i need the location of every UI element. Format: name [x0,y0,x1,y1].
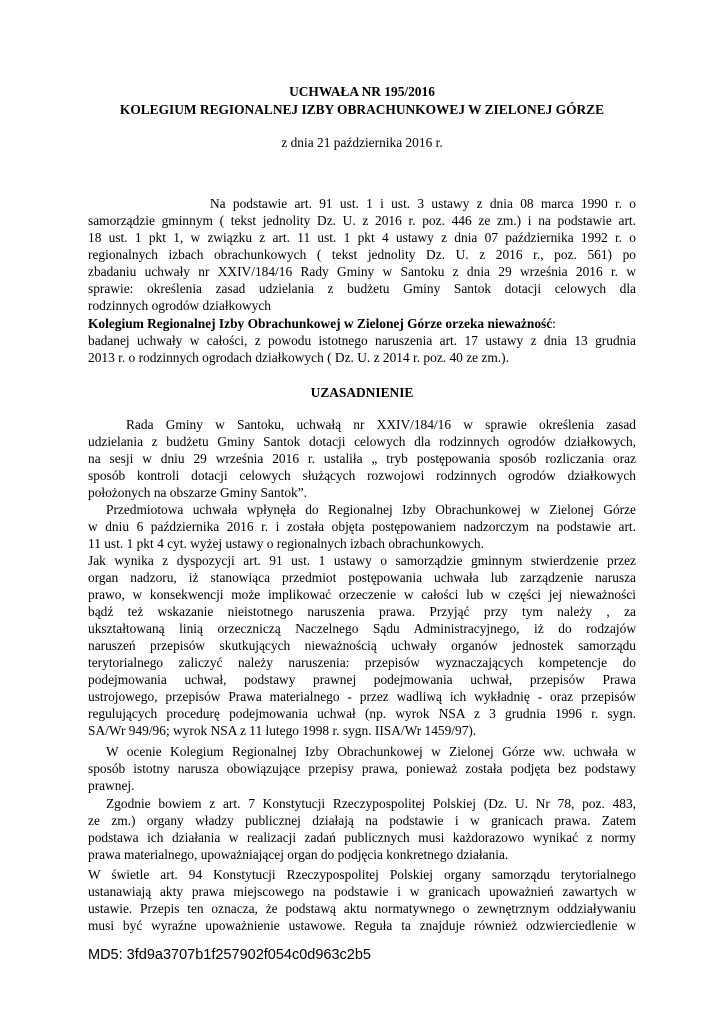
text-line: Rada Gminy w Santoku, uchwałą nr XXIV/184/16 w sprawie określenia zasad [126,417,636,432]
resolution-date: z dnia 21 października 2016 r. [281,135,443,150]
text-line: podejmowania uchwał, podstawy prawnej podejmowania uchwał, przepisów Prawa [88,672,636,687]
text-line: udzielania z budżetu Gminy Santok dotacji celowych dla rodzinnych ogrodów działkowych, [88,434,636,449]
text-line: ustawie. Przepis ten oznacza, że podstawą aktu normatywnego o zewnętrznym oddziaływaniu [88,901,636,916]
text-line: naruszeń przepisów skutkujących nieważnością uchwały organów jednostek samorządu [88,638,636,653]
text-line: ukształtowaną linią orzeczniczą Naczelnego Sądu Administracyjnego, iż do rodzajów [88,621,636,636]
text-line: prawo, w konsekwencji może implikować orzeczenie w całości lub w części jej nieważności [88,587,636,602]
text-line: Przedmiotowa uchwała wpłynęła do Regionalnej Izby Obrachunkowej w Zielonej Górze [106,502,636,517]
resolution-number: UCHWAŁA NR 195/2016 [289,84,435,99]
text-line: terytorialnego zaliczyć należy naruszenia: przepisów wyznaczających kompetencje do [88,655,636,670]
text-line: regulujących procedurę podejmowania uchwał (np. wyrok NSA z 3 grudnia 1996 r. sygn. [88,706,636,721]
text-line: na sesji w dniu 29 września 2016 r. ustaliła „ tryb postępowania sposób rozliczania oraz [88,451,636,466]
text-line: sposób kontroli dotacji celowych służących rozwojowi rodzinnych ogrodów działkowych [88,468,636,483]
text-line: regionalnych izbach obrachunkowych ( tekst jednolity Dz. U. z 2016 r., poz. 561) po [88,247,636,262]
text-line: organ nadzoru, iż stanowiąca przedmiot postępowania uchwała lub zarządzenie narusza [88,570,636,585]
justification-title: UZASADNIENIE [310,385,414,400]
text-line: rodzinnych ogrodów działkowych [88,298,271,313]
text-line: W ocenie Kolegium Regionalnej Izby Obrachunkowej w Zielonej Górze ww. uchwała w [106,744,636,759]
text-line: położonych na obszarze Gminy Santok”. [88,485,308,500]
text-line [88,315,636,332]
text-line: SA/Wr 949/96; wyrok NSA z 11 lutego 1998 r. sygn. IISA/Wr 1459/97). [88,723,477,738]
text-line: podstawa ich działania w realizacji zadań publicznych musi każdorazowo wynikać z normy [88,830,636,845]
verdict-colon: : [552,316,556,331]
text-line: musi być wyraźne upoważnienie ustawowe. Reguła ta znajduje również odzwierciedlenie w [88,918,636,933]
text-line: prawa materialnego, upoważniającej organ do podjęcia konkretnego działania. [88,847,509,862]
text-line: ustrojowego, przepisów Prawa materialnego - przez wadliwą ich wykładnię - oraz przepisów [88,689,636,704]
text-line: ze zm.) organy władzy publicznej działają na podstawie i w granicach prawa. Zatem [88,813,636,828]
issuing-body: KOLEGIUM REGIONALNEJ IZBY OBRACHUNKOWEJ W ZIELONEJ GÓRZE [119,102,605,117]
text-line: ustanawiają akty prawa miejscowego na podstawie i w granicach upoważnień zawartych w [88,884,636,899]
text-line: prawnej. [88,778,135,793]
text-line: 18 ust. 1 pkt 1, w związku z art. 11 ust. 1 pkt 4 ustawy z dnia 07 października 1992 r. o [88,230,636,245]
text-line: zbadaniu uchwały nr XXIV/184/16 Rady Gminy w Santoku z dnia 29 września 2016 r. w [88,264,636,279]
text-line: bądź też wskazanie nieistotnego naruszenia prawa. Przyjąć przy tym należy , za [88,604,636,619]
text-line: Na podstawie art. 91 ust. 1 i ust. 3 ustawy z dnia 08 marca 1990 r. o [210,196,636,211]
text-line: w dniu 6 października 2016 r. i została objęta postępowaniem nadzorczym na podstawie art. [88,519,636,534]
text-line: 2013 r. o rodzinnych ogrodach działkowych ( Dz. U. z 2014 r. poz. 40 ze zm.). [88,350,509,365]
text-line: badanej uchwały w całości, z powodu istotnego naruszenia art. 17 ustawy z dnia 13 grudnia [88,333,636,348]
text-line: sprawie: określenia zasad udzielania z budżetu Gminy Santok dotacji celowych dla [88,281,636,296]
text-line: Zgodnie bowiem z art. 7 Konstytucji Rzeczypospolitej Polskiej (Dz. U. Nr 78, poz. 483, [106,796,636,811]
md5-checksum: MD5: 3fd9a3707b1f257902f054c0d963c2b5 [88,947,371,963]
text-line: 11 ust. 1 pkt 4 cyt. wyżej ustawy o regionalnych izbach obrachunkowych. [88,536,484,551]
text-line: samorządzie gminnym ( tekst jednolity Dz. U. z 2016 r. poz. 446 ze zm.) i na podstawie art. [88,213,636,228]
text-line: W świetle art. 94 Konstytucji Rzeczypospolitej Polskiej organy samorządu terytorialnego [88,867,636,882]
text-line: Jak wynika z dyspozycji art. 91 ust. 1 ustawy o samorządzie gminnym stwierdzenie przez [88,553,636,568]
text-line: sposób istotny narusza obowiązujące przepisy prawa, ponieważ została podjęta bez podstawy [88,761,636,776]
verdict-bold: Kolegium Regionalnej Izby Obrachunkowej w Zielonej Górze orzeka nieważność [88,316,553,331]
